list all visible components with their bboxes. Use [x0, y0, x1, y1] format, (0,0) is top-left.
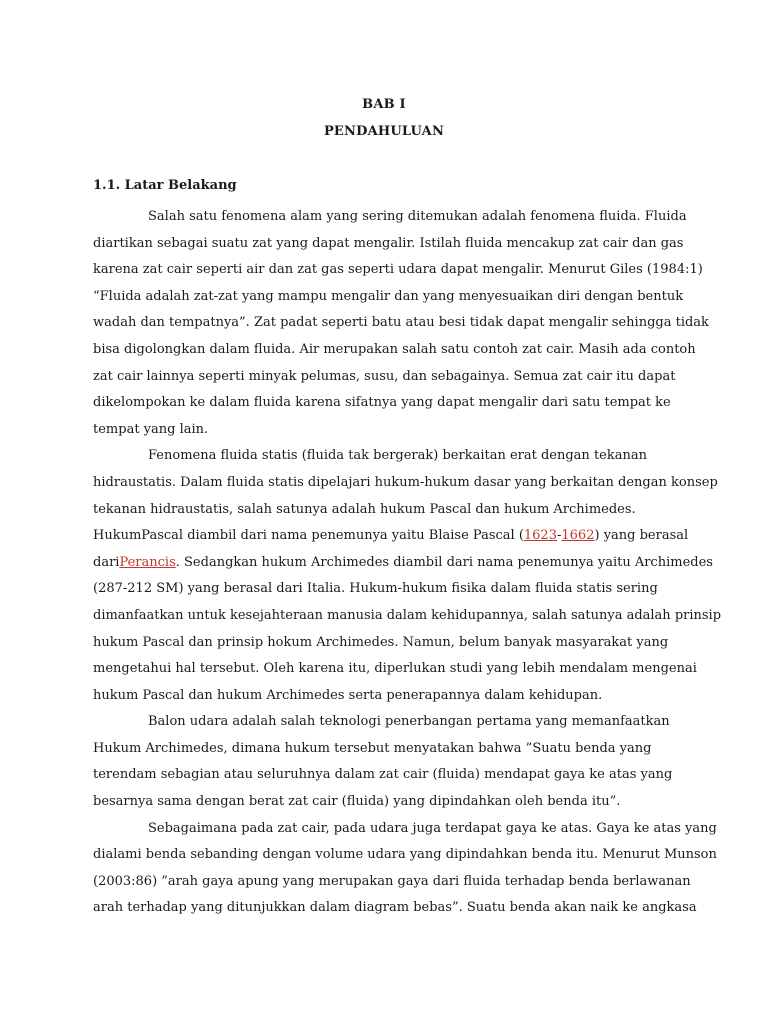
link-1623[interactable]: 1623 — [523, 528, 557, 544]
text-line: dimanfaatkan untuk kesejahteraan manusia dalam kehidupannya, salah satunya adalah prinsip — [93, 607, 722, 623]
text-line: (2003:86) ”arah gaya apung yang merupakan gaya dari fluida terhadap benda berlawanan — [93, 873, 691, 889]
text-line-with-links — [93, 550, 713, 577]
text-fragment: ) yang berasal — [594, 528, 689, 544]
text-line: “Fluida adalah zat-zat yang mampu mengalir dan yang menyesuaikan diri dengan bentuk — [93, 288, 684, 304]
link-1662[interactable]: 1662 — [561, 528, 595, 544]
text-line: Sebagaimana pada zat cair, pada udara juga terdapat gaya ke atas. Gaya ke atas yang — [148, 820, 717, 836]
body-text — [93, 204, 722, 922]
text-fragment: . Sedangkan hukum Archimedes diambil dari nama penemunya yaitu Archimedes — [175, 554, 713, 570]
text-line: hukum Pascal dan hukum Archimedes serta penerapannya dalam kehidupan. — [93, 687, 603, 703]
text-line: Fenomena fluida statis (fluida tak bergerak) berkaitan erat dengan tekanan — [148, 448, 647, 464]
text-line: hidraustatis. Dalam fluida statis dipelajari hukum-hukum dasar yang berkaitan dengan konsep — [93, 474, 718, 490]
text-line: Balon udara adalah salah teknologi penerbangan pertama yang memanfaatkan — [148, 714, 670, 730]
chapter-number: BAB I — [362, 97, 406, 112]
text-line: Salah satu fenomena alam yang sering ditemukan adalah fenomena fluida. Fluida — [148, 209, 687, 224]
text-fragment: - — [556, 528, 562, 544]
text-line: terendam sebagian atau seluruhnya dalam zat cair (fluida) mendapat gaya ke atas yang — [93, 767, 673, 783]
text-fragment: HukumPascal diambil dari nama penemunya yaitu Blaise Pascal ( — [93, 528, 524, 544]
text-line: (287-212 SM) yang berasal dari Italia. Hukum-hukum fisika dalam fluida statis sering — [93, 581, 658, 597]
chapter-title: PENDAHULUAN — [323, 124, 445, 139]
text-line-with-links — [93, 523, 693, 550]
text-line: dialami benda sebanding dengan volume udara yang dipindahkan benda itu. Menurut Munson — [93, 847, 717, 863]
text-line: hukum Pascal dan prinsip hokum Archimedes. Namun, belum banyak masyarakat yang — [93, 634, 669, 650]
text-line: mengetahui hal tersebut. Oleh karena itu, diperlukan studi yang lebih mendalam mengenai — [93, 661, 697, 677]
text-line: arah terhadap yang ditunjukkan dalam diagram bebas”. Suatu benda akan naik ke angkasa — [93, 900, 697, 916]
text-line: karena zat cair seperti air dan zat gas seperti udara dapat mengalir. Menurut Giles (1984:1) — [93, 262, 703, 278]
text-line: tempat yang lain. — [93, 421, 209, 437]
text-line: besarnya sama dengan berat zat cair (fluida) yang dipindahkan oleh benda itu”. — [93, 794, 621, 810]
text-fragment: dari — [93, 554, 120, 570]
text-line: wadah dan tempatnya”. Zat padat seperti batu atau besi tidak dapat mengalir sehingga tidak — [93, 315, 709, 331]
text-line: Hukum Archimedes, dimana hukum tersebut menyatakan bahwa ”Suatu benda yang — [93, 740, 652, 756]
text-line: tekanan hidraustatis, salah satunya adalah hukum Pascal dan hukum Archimedes. — [93, 501, 636, 517]
text-line: bisa digolongkan dalam fluida. Air merupakan salah satu contoh zat cair. Masih ada contoh — [93, 341, 696, 357]
text-line: dikelompokan ke dalam fluida karena sifatnya yang dapat mengalir dari satu tempat ke — [93, 395, 671, 411]
link-perancis[interactable]: Perancis — [119, 554, 176, 570]
text-line: zat cair lainnya seperti minyak pelumas, susu, dan sebagainya. Semua zat cair itu dapat — [93, 368, 676, 384]
text-line: diartikan sebagai suatu zat yang dapat mengalir. Istilah fluida mencakup zat cair dan gas — [93, 235, 684, 251]
section-title: 1.1. Latar Belakang — [93, 178, 237, 193]
